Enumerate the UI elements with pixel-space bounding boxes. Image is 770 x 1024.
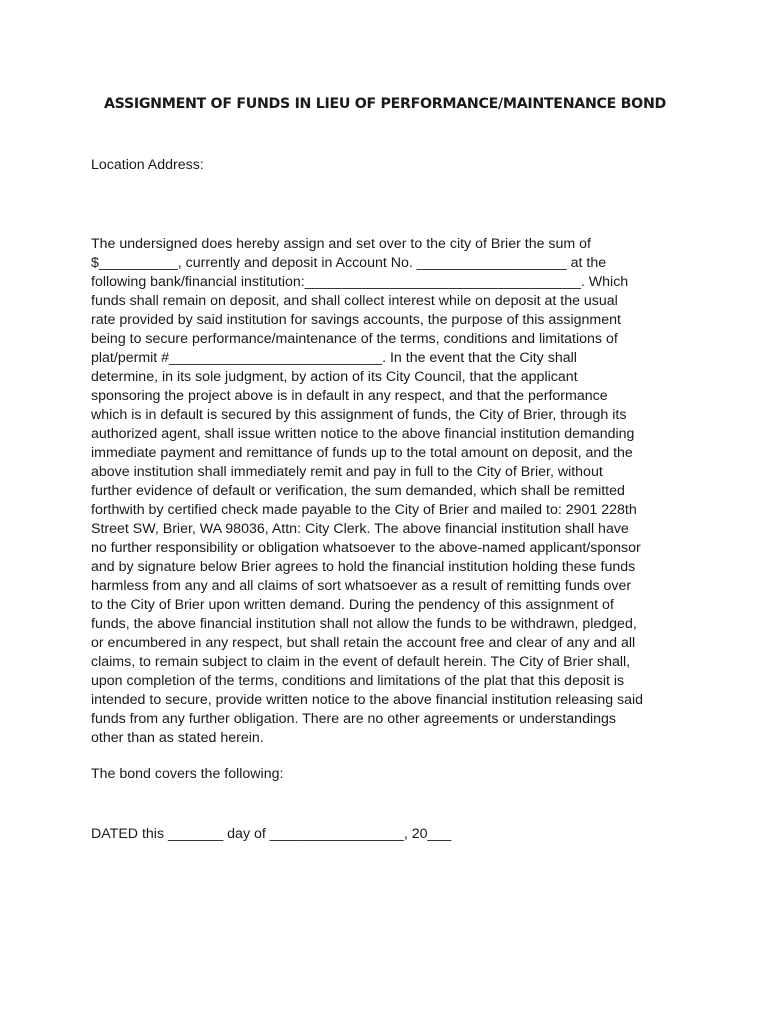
paragraph-line: immediate payment and remittance of funds up to the total amount on deposit, and the [91, 445, 633, 461]
paragraph-line: The undersigned does hereby assign and set over to the city of Brier the sum of [91, 236, 591, 252]
paragraph-line: being to secure performance/maintenance of the terms, conditions and limitations of [91, 331, 618, 347]
paragraph-line: claims, to remain subject to claim in the event of default herein. The City of Brier shall, [91, 654, 631, 670]
paragraph-line: further evidence of default or verification, the sum demanded, which shall be remitted [91, 483, 625, 499]
paragraph-line: following bank/financial institution:___________________________________. Which [91, 274, 629, 290]
paragraph-line: harmless from any and all claims of sort whatsoever as a result of remitting funds over [91, 578, 632, 594]
paragraph-line: forthwith by certified check made payable to the City of Brier and mailed to: 2901 228th [91, 502, 637, 518]
paragraph-line: and by signature below Brier agrees to hold the financial institution holding these funds [91, 559, 636, 575]
assignment-paragraph [91, 235, 643, 748]
paragraph-line: plat/permit #___________________________. In the event that the City shall [91, 350, 577, 366]
paragraph-line: funds shall remain on deposit, and shall collect interest while on deposit at the usual [91, 293, 618, 309]
paragraph-line: funds, the above financial institution shall not allow the funds to be withdrawn, pledged, [91, 616, 637, 632]
paragraph-line: no further responsibility or obligation whatsoever to the above-named applicant/sponsor [91, 540, 641, 556]
paragraph-line: funds from any further obligation. There are no other agreements or understandings [91, 711, 616, 727]
paragraph-line: to the City of Brier upon written demand. During the pendency of this assignment of [91, 597, 614, 613]
paragraph-line: other than as stated herein. [91, 730, 264, 746]
paragraph-line: Street SW, Brier, WA 98036, Attn: City Clerk. The above financial institution shall have [91, 521, 629, 537]
paragraph-line: sponsoring the project above is in default in any respect, and that the performance [91, 388, 608, 404]
paragraph-line: rate provided by said institution for savings accounts, the purpose of this assignment [91, 312, 621, 328]
paragraph-line: or encumbered in any respect, but shall retain the account free and clear of any and all [91, 635, 636, 651]
paragraph-line: upon completion of the terms, conditions and limitations of the plat that this deposit is [91, 673, 625, 689]
paragraph-line: above institution shall immediately remit and pay in full to the City of Brier, without [91, 464, 603, 480]
paragraph-line: intended to secure, provide written notice to the above financial institution releasing said [91, 692, 644, 708]
bond-covers-label: The bond covers the following: [91, 766, 284, 782]
paragraph-line: determine, in its sole judgment, by action of its City Council, that the applicant [91, 369, 578, 385]
paragraph-line: $__________, currently and deposit in Account No. ___________________ at the [91, 255, 607, 271]
paragraph-line: which is in default is secured by this assignment of funds, the City of Brier, through its [91, 407, 627, 423]
location-address-label: Location Address: [91, 157, 204, 173]
dated-line: DATED this _______ day of _________________, 20___ [91, 826, 452, 842]
document-title: ASSIGNMENT OF FUNDS IN LIEU OF PERFORMANCE/MAINTENANCE BOND [103, 96, 666, 112]
paragraph-line: authorized agent, shall issue written notice to the above financial institution demanding [91, 426, 635, 442]
